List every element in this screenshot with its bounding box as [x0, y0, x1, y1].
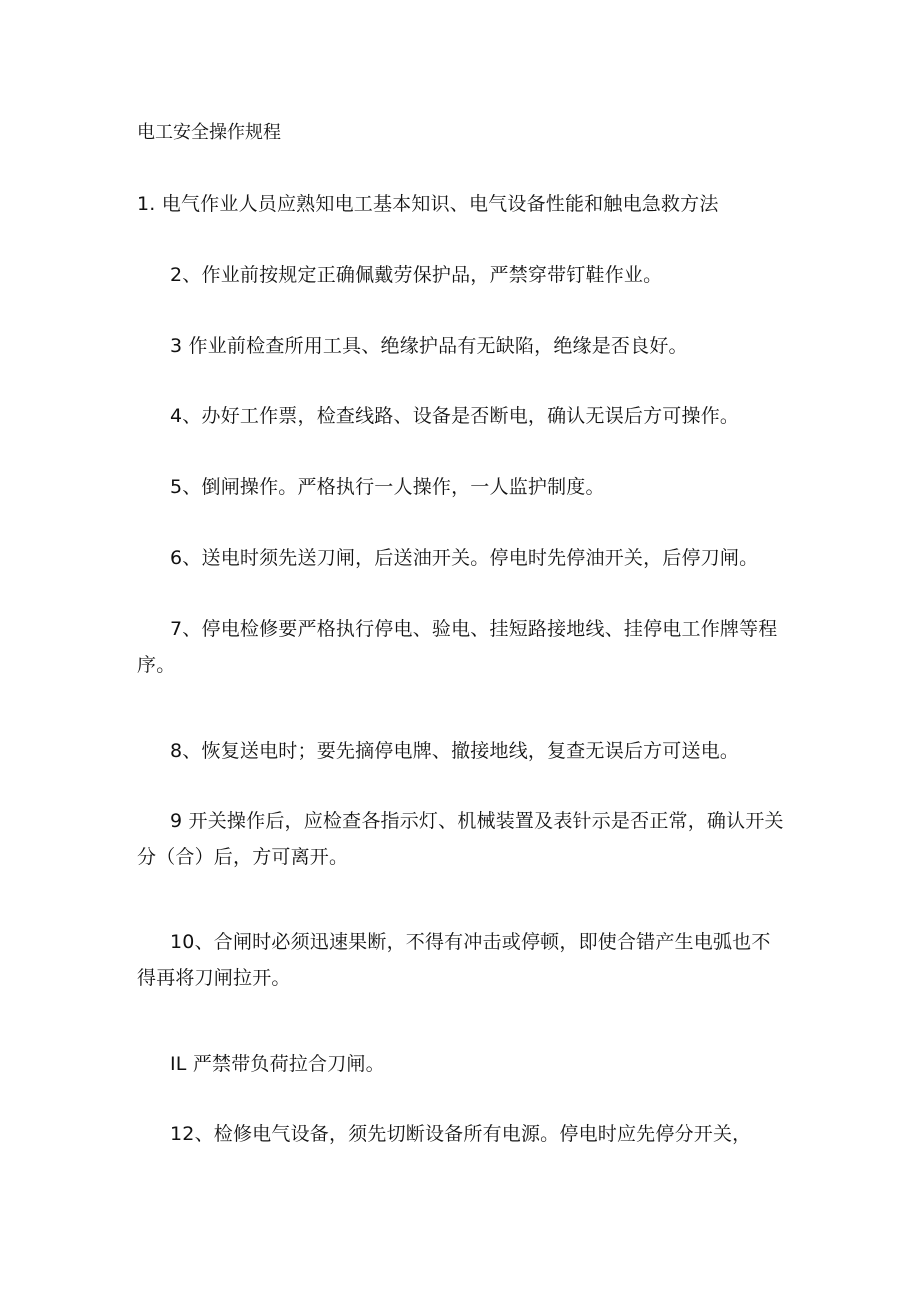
paragraph-item-8: 8、恢复送电时；要先摘停电牌、撤接地线，复查无误后方可送电。: [170, 740, 740, 762]
paragraph-item-2: 2、作业前按规定正确佩戴劳保护品，严禁穿带钉鞋作业。: [170, 264, 663, 286]
paragraph-item-6: 6、送电时须先送刀闸，后送油开关。停电时先停油开关，后停刀闸。: [170, 547, 759, 569]
paragraph-item-11: IL 严禁带负荷拉合刀闸。: [170, 1053, 385, 1075]
paragraph-item-4: 4、办好工作票，检查线路、设备是否断电，确认无误后方可操作。: [170, 405, 740, 427]
paragraph-item-3: 3 作业前检查所用工具、绝缘护品有无缺陷，绝缘是否良好。: [170, 335, 688, 357]
document-title: 电工安全操作规程: [137, 122, 281, 143]
paragraph-item-7: 7、停电检修要严格执行停电、验电、挂短路接地线、挂停电工作牌等程序。: [137, 618, 778, 676]
paragraph-item-12: 12、检修电气设备，须先切断设备所有电源。停电时应先停分开关，: [170, 1123, 752, 1145]
paragraph-item-5: 5、倒闸操作。严格执行一人操作，一人监护制度。: [170, 476, 605, 498]
paragraph-item-10: 10、合闸时必须迅速果断，不得有冲击或停顿，即使合错产生电弧也不得再将刀闸拉开。: [137, 931, 771, 989]
paragraph-item-1: 1. 电气作业人员应熟知电工基本知识、电气设备性能和触电急救方法: [137, 193, 719, 215]
paragraph-item-9: 9 开关操作后，应检查各指示灯、机械装置及表针示是否正常，确认开关分（合）后，方可离开。: [137, 810, 784, 868]
